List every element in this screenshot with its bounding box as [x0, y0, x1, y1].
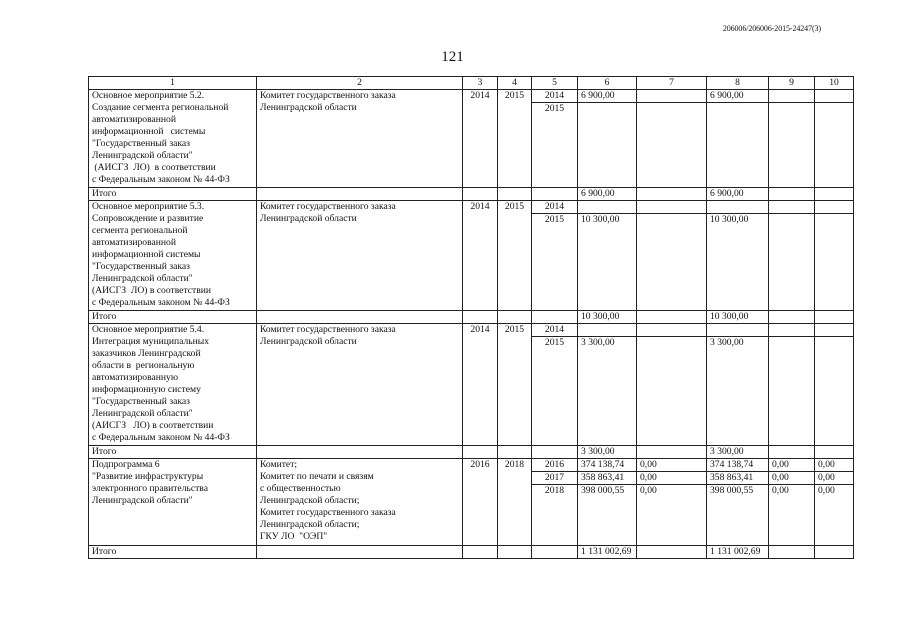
- end-year: 2018: [498, 459, 532, 546]
- year-cell: 2014: [532, 324, 578, 337]
- total-cell: 374 138,74: [578, 459, 637, 472]
- total-sum-cell: 3 300,00: [578, 446, 637, 459]
- year-cell: 2015: [532, 337, 578, 446]
- end-year: 2015: [498, 90, 532, 188]
- program-table: [88, 76, 854, 559]
- column-header: 8: [707, 77, 769, 90]
- year-cell: 2015: [532, 103, 578, 188]
- total-sum-cell: 10 300,00: [578, 311, 637, 324]
- municipal-cell: [769, 201, 815, 214]
- empty-cell: [769, 188, 815, 201]
- total-label: Итого: [89, 311, 257, 324]
- year-cell: 2014: [532, 201, 578, 214]
- federal-cell: [637, 324, 707, 337]
- municipal-cell: [769, 337, 815, 446]
- table-header-row: [89, 77, 854, 90]
- total-sum-cell: 1 131 002,69: [578, 546, 637, 559]
- page-number: 121: [441, 49, 464, 65]
- other-cell: [815, 337, 854, 446]
- table-row: [89, 201, 854, 214]
- municipal-cell: [769, 90, 815, 103]
- total-cell: 6 900,00: [578, 90, 637, 103]
- total-row: [89, 446, 854, 459]
- event-name: Основное мероприятие 5.4. Интеграция муниципальных заказчиков Ленинградской области в региональную автоматизированную информационную систему "Государственный заказ Ленинградской области" (АИСГЗ ЛО) в соответствии с Федеральным законом № 44-ФЗ: [89, 324, 257, 446]
- federal-cell: 0,00: [637, 472, 707, 485]
- executor-name: Комитет государственного заказа Ленинградской области: [257, 201, 463, 311]
- total-cell: 398 000,55: [578, 485, 637, 546]
- total-row: [89, 188, 854, 201]
- federal-cell: 0,00: [637, 485, 707, 546]
- column-header: 4: [498, 77, 532, 90]
- empty-cell: [637, 188, 707, 201]
- total-label: Итого: [89, 446, 257, 459]
- total-label: Итого: [89, 546, 257, 559]
- empty-cell: [498, 188, 532, 201]
- executor-name: Комитет государственного заказа Ленинградской области: [257, 324, 463, 446]
- regional-cell: [707, 201, 769, 214]
- empty-cell: [815, 446, 854, 459]
- empty-cell: [257, 311, 463, 324]
- other-cell: [815, 201, 854, 214]
- municipal-cell: [769, 103, 815, 188]
- municipal-cell: 0,00: [769, 472, 815, 485]
- total-row: [89, 311, 854, 324]
- start-year: 2016: [463, 459, 498, 546]
- column-header: 5: [532, 77, 578, 90]
- other-cell: [815, 214, 854, 311]
- empty-cell: [257, 188, 463, 201]
- empty-cell: [257, 546, 463, 559]
- end-year: 2015: [498, 201, 532, 311]
- other-cell: 0,00: [815, 485, 854, 546]
- regional-cell: 10 300,00: [707, 214, 769, 311]
- regional-cell: 374 138,74: [707, 459, 769, 472]
- municipal-cell: [769, 324, 815, 337]
- event-name: Основное мероприятие 5.2. Создание сегмента региональной автоматизированной информационной системы "Государственный заказ Ленинградской области" (АИСГЗ ЛО) в соответствии с Федеральным законом № 44-ФЗ: [89, 90, 257, 188]
- regional-cell: [707, 324, 769, 337]
- municipal-cell: 0,00: [769, 459, 815, 472]
- empty-cell: [498, 446, 532, 459]
- total-regional-cell: 6 900,00: [707, 188, 769, 201]
- other-cell: [815, 324, 854, 337]
- municipal-cell: [769, 214, 815, 311]
- other-cell: 0,00: [815, 472, 854, 485]
- empty-cell: [532, 446, 578, 459]
- other-cell: [815, 103, 854, 188]
- document-id: 206006/206006-2015-24247(3): [722, 24, 821, 33]
- regional-cell: 3 300,00: [707, 337, 769, 446]
- empty-cell: [637, 311, 707, 324]
- empty-cell: [463, 311, 498, 324]
- column-header: 9: [769, 77, 815, 90]
- federal-cell: 0,00: [637, 459, 707, 472]
- total-regional-cell: 10 300,00: [707, 311, 769, 324]
- column-header: 3: [463, 77, 498, 90]
- column-header: 1: [89, 77, 257, 90]
- regional-cell: [707, 103, 769, 188]
- empty-cell: [815, 311, 854, 324]
- total-label: Итого: [89, 188, 257, 201]
- total-cell: 358 863,41: [578, 472, 637, 485]
- end-year: 2015: [498, 324, 532, 446]
- year-cell: 2018: [532, 485, 578, 546]
- empty-cell: [815, 188, 854, 201]
- column-header: 6: [578, 77, 637, 90]
- year-cell: 2017: [532, 472, 578, 485]
- empty-cell: [769, 446, 815, 459]
- federal-cell: [637, 201, 707, 214]
- total-sum-cell: 6 900,00: [578, 188, 637, 201]
- empty-cell: [532, 188, 578, 201]
- year-cell: 2014: [532, 90, 578, 103]
- year-cell: 2016: [532, 459, 578, 472]
- executor-name: Комитет государственного заказа Ленинградской области: [257, 90, 463, 188]
- event-name: Подпрограмма 6 "Развитие инфраструктуры электронного правительства Ленинградской области": [89, 459, 257, 546]
- table-row: [89, 90, 854, 103]
- total-cell: 3 300,00: [578, 337, 637, 446]
- regional-cell: 358 863,41: [707, 472, 769, 485]
- total-regional-cell: 1 131 002,69: [707, 546, 769, 559]
- municipal-cell: 0,00: [769, 485, 815, 546]
- column-header: 10: [815, 77, 854, 90]
- other-cell: 0,00: [815, 459, 854, 472]
- empty-cell: [637, 446, 707, 459]
- empty-cell: [463, 546, 498, 559]
- empty-cell: [769, 546, 815, 559]
- table-row: [89, 324, 854, 337]
- federal-cell: [637, 214, 707, 311]
- total-cell: [578, 201, 637, 214]
- start-year: 2014: [463, 324, 498, 446]
- year-cell: 2015: [532, 214, 578, 311]
- empty-cell: [769, 311, 815, 324]
- start-year: 2014: [463, 201, 498, 311]
- empty-cell: [815, 546, 854, 559]
- table-row: [89, 459, 854, 472]
- start-year: 2014: [463, 90, 498, 188]
- total-row: [89, 546, 854, 559]
- total-regional-cell: 3 300,00: [707, 446, 769, 459]
- empty-cell: [532, 311, 578, 324]
- column-header: 2: [257, 77, 463, 90]
- federal-cell: [637, 90, 707, 103]
- empty-cell: [257, 446, 463, 459]
- empty-cell: [463, 188, 498, 201]
- empty-cell: [463, 446, 498, 459]
- regional-cell: 398 000,55: [707, 485, 769, 546]
- federal-cell: [637, 103, 707, 188]
- executor-name: Комитет; Комитет по печати и связям с общественностью Ленинградской области; Комитет государственного заказа Ленинградской области; ГКУ ЛО "ОЭП": [257, 459, 463, 546]
- empty-cell: [498, 546, 532, 559]
- total-cell: [578, 103, 637, 188]
- total-cell: 10 300,00: [578, 214, 637, 311]
- federal-cell: [637, 337, 707, 446]
- column-header: 7: [637, 77, 707, 90]
- total-cell: [578, 324, 637, 337]
- event-name: Основное мероприятие 5.3. Сопровождение и развитие сегмента региональной автоматизированной информационной системы "Государственный заказ Ленинградской области" (АИСГЗ ЛО) в соответствии с Федеральным законом № 44-ФЗ: [89, 201, 257, 311]
- empty-cell: [637, 546, 707, 559]
- empty-cell: [532, 546, 578, 559]
- regional-cell: 6 900,00: [707, 90, 769, 103]
- other-cell: [815, 90, 854, 103]
- empty-cell: [498, 311, 532, 324]
